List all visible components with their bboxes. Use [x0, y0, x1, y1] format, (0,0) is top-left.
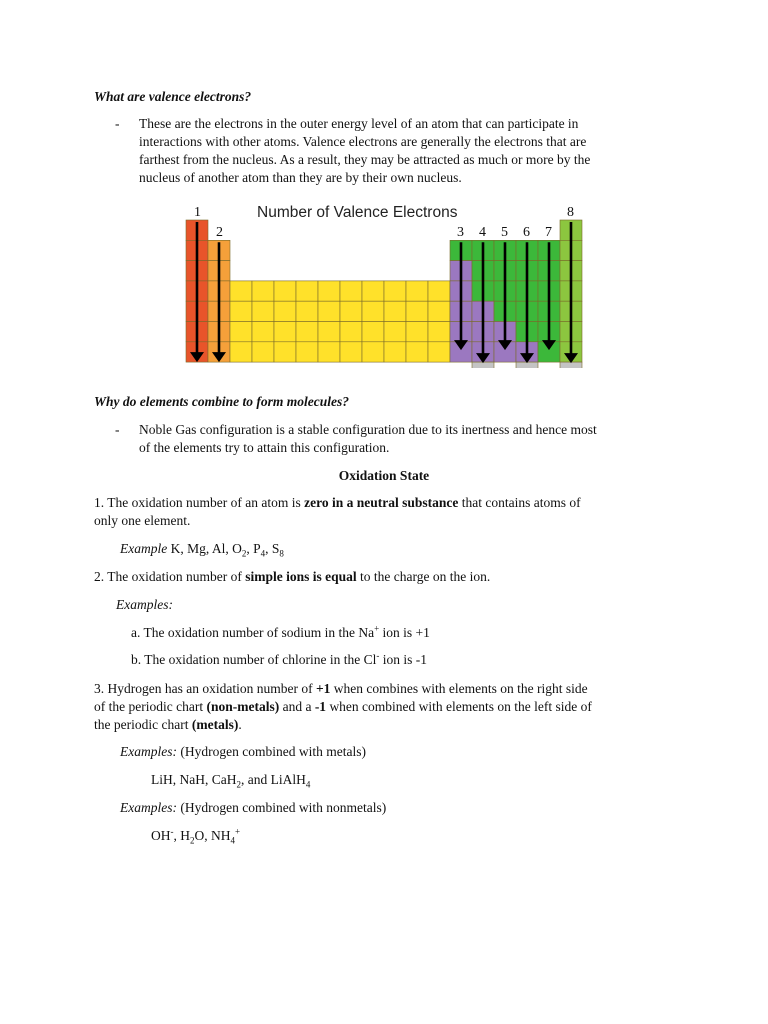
example-text: ion is -1	[379, 652, 427, 667]
bullet-dash: -	[115, 116, 120, 131]
subscript: 2	[241, 548, 247, 559]
cell-transition	[362, 322, 384, 342]
cell-transition	[296, 342, 318, 362]
example-label: Example	[120, 541, 168, 556]
formula-text: LiH, NaH, CaH	[151, 772, 237, 787]
cell-transition	[252, 322, 274, 342]
cell-transition	[252, 342, 274, 362]
cell-transition	[428, 342, 450, 362]
example-label: Examples:	[116, 597, 173, 612]
rule-2	[94, 568, 694, 586]
group-label-8: 8	[567, 205, 574, 220]
rule-3-text: the periodic chart	[94, 717, 192, 732]
example-4	[120, 799, 386, 817]
cell-transition	[274, 281, 296, 301]
example-label: Examples:	[120, 800, 177, 815]
rule-3-text: when combined with elements on the left side of	[326, 699, 592, 714]
rule-3-text: and a	[279, 699, 315, 714]
cell-transition	[406, 342, 428, 362]
rule-3-bold: +1	[315, 681, 331, 696]
cell-transition	[406, 281, 428, 301]
oxidation-state-title: Oxidation State	[338, 468, 430, 483]
group-label-4: 4	[479, 225, 486, 240]
rule-3-text: .	[238, 717, 242, 732]
paragraph-line: of the elements try to attain this configuration.	[139, 440, 390, 455]
superscript: +	[374, 623, 380, 634]
rule-3-bold: (metals)	[191, 717, 239, 732]
subscript: 4	[305, 779, 311, 790]
subscript: 4	[230, 835, 235, 846]
example-2a	[131, 624, 430, 642]
cell-transition	[384, 342, 406, 362]
cell-transition	[318, 281, 340, 301]
paragraph-line: These are the electrons in the outer energy level of an atom that can participate in	[139, 116, 579, 131]
periodic-table-diagram	[180, 200, 590, 368]
cell-transition	[362, 281, 384, 301]
rule-3	[94, 680, 694, 734]
formula-text: , and LiAlH	[240, 772, 306, 787]
example-text: b. The oxidation number of chlorine in the Cl	[131, 652, 377, 667]
cell-transition	[318, 342, 340, 362]
group-label-6: 6	[523, 225, 530, 240]
rule-1-text: that contains atoms of	[458, 495, 581, 510]
cell-transition	[384, 281, 406, 301]
cell-transition	[318, 322, 340, 342]
example-text: K, Mg, Al, O	[167, 541, 242, 556]
example-3-formulas	[151, 771, 310, 789]
rule-3-bold: (non-metals)	[206, 699, 280, 714]
example-text: (Hydrogen combined with metals)	[176, 744, 366, 759]
rule-1-bold: zero in a neutral substance	[304, 495, 459, 510]
cell-transition	[274, 301, 296, 321]
superscript: -	[170, 826, 174, 837]
paragraph-line: interactions with other atoms. Valence electrons are generally the electrons that are	[139, 134, 587, 149]
example-1	[120, 540, 284, 558]
bullet-dash: -	[115, 422, 120, 437]
superscript: -	[376, 650, 380, 661]
subscript: 2	[236, 779, 241, 790]
cell-transition	[230, 301, 252, 321]
superscript: +	[235, 826, 241, 837]
example-text: a. The oxidation number of sodium in the Na	[131, 625, 375, 640]
rule-3-text: 3. Hydrogen has an oxidation number of	[94, 681, 316, 696]
group-label-2: 2	[216, 225, 223, 240]
cell-transition	[230, 322, 252, 342]
group-label-1: 1	[194, 205, 201, 220]
cell-transition	[274, 322, 296, 342]
cell-transition	[296, 301, 318, 321]
heading-valence-electrons: What are valence electrons?	[94, 89, 252, 104]
heading-why-combine: Why do elements combine to form molecules?	[94, 394, 349, 409]
cell-transition	[230, 281, 252, 301]
cell-transition	[340, 281, 362, 301]
formula-text: , H	[173, 828, 190, 843]
valence-paragraph	[139, 115, 729, 187]
cell-transition	[406, 322, 428, 342]
group-label-3: 3	[457, 225, 464, 240]
noble-gas-paragraph	[139, 421, 729, 457]
rule-1-text: 1. The oxidation number of an atom is	[94, 495, 305, 510]
example-4-formulas	[151, 827, 240, 845]
cell-transition	[340, 322, 362, 342]
cell-transition	[362, 342, 384, 362]
rule-3-text: of the periodic chart	[94, 699, 207, 714]
rule-3-bold: -1	[314, 699, 327, 714]
table-cells	[186, 220, 582, 368]
cell-transition	[252, 281, 274, 301]
cell-transition	[428, 301, 450, 321]
example-text: ion is +1	[379, 625, 430, 640]
cell-transition	[340, 342, 362, 362]
subscript: 2	[190, 835, 195, 846]
cell-transition	[340, 301, 362, 321]
cell-transition	[296, 322, 318, 342]
formula-text: O, NH	[194, 828, 231, 843]
cell-transition	[362, 301, 384, 321]
group-label-7: 7	[545, 225, 552, 240]
example-text: , P	[246, 541, 261, 556]
cell-transition	[428, 281, 450, 301]
cell-transition	[230, 342, 252, 362]
example-2-label	[116, 596, 173, 614]
example-label: Examples:	[120, 744, 177, 759]
rule-3-text: when combines with elements on the right side	[330, 681, 588, 696]
paragraph-line: nucleus of another atom than they are by their own nucleus.	[139, 170, 462, 185]
example-text: (Hydrogen combined with nonmetals)	[176, 800, 387, 815]
rule-1-text: only one element.	[94, 513, 191, 528]
rule-1	[94, 494, 694, 530]
figure-title: Number of Valence Electrons	[257, 204, 458, 221]
cell-transition	[428, 322, 450, 342]
valence-electrons-figure	[180, 200, 590, 368]
cell-transition	[274, 342, 296, 362]
cell-transition	[318, 301, 340, 321]
paragraph-line: Noble Gas configuration is a stable configuration due to its inertness and hence most	[139, 422, 597, 437]
example-3	[120, 743, 366, 761]
group-label-5: 5	[501, 225, 508, 240]
example-text: , S	[265, 541, 280, 556]
cell-transition	[384, 301, 406, 321]
example-2b	[131, 651, 427, 669]
cell-transition	[296, 281, 318, 301]
cell-transition	[384, 322, 406, 342]
rule-2-bold: simple ions is equal	[245, 569, 357, 584]
rule-2-text: to the charge on the ion.	[356, 569, 491, 584]
formula-text: OH	[151, 828, 171, 843]
subscript: 8	[279, 548, 284, 559]
cell-transition	[252, 301, 274, 321]
cell-transition	[406, 301, 428, 321]
rule-2-text: 2. The oxidation number of	[94, 569, 246, 584]
paragraph-line: farthest from the nucleus. As a result, they may be attracted as much or more by the	[139, 152, 591, 167]
subscript: 4	[260, 548, 266, 559]
